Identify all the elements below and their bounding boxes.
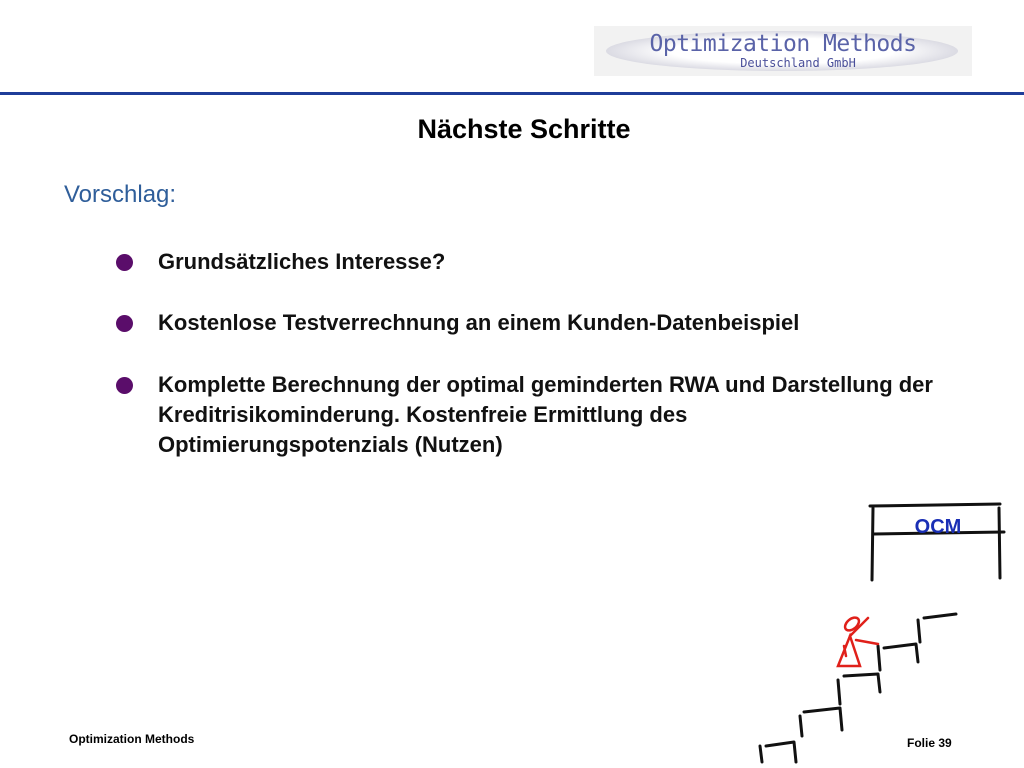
logo-subtitle: Deutschland GmbH: [740, 56, 856, 70]
sign-left-post: [872, 508, 873, 580]
bullet-icon: [116, 254, 133, 271]
bullet-text: Grundsätzliches Interesse?: [158, 249, 446, 274]
bullet-icon: [116, 377, 133, 394]
bullet-icon: [116, 315, 133, 332]
header-divider: [0, 92, 1024, 95]
page-title: Nächste Schritte: [417, 114, 631, 144]
bullet-text: Komplette Berechnung der optimal geminderten RWA und Darstellung der Kreditrisikominderung. Kostenfreie Ermittlung des Optimierungspotenzials (Nutzen): [158, 372, 933, 457]
sign-right-post: [999, 508, 1000, 578]
sign-top-line: [870, 504, 1000, 506]
stairs-illustration: [752, 496, 1024, 768]
footer-company: Optimization Methods: [69, 732, 195, 746]
section-subheading: Vorschlag:: [64, 181, 177, 208]
stick-figure-icon: [838, 615, 878, 666]
logo-title: Optimization Methods: [649, 31, 917, 57]
slide-number: Folie 39: [907, 736, 952, 750]
bullet-text: Kostenlose Testverrechnung an einem Kunden-Datenbeispiel: [158, 310, 800, 335]
sign-label: OCM: [914, 516, 962, 538]
company-logo: [594, 26, 972, 76]
